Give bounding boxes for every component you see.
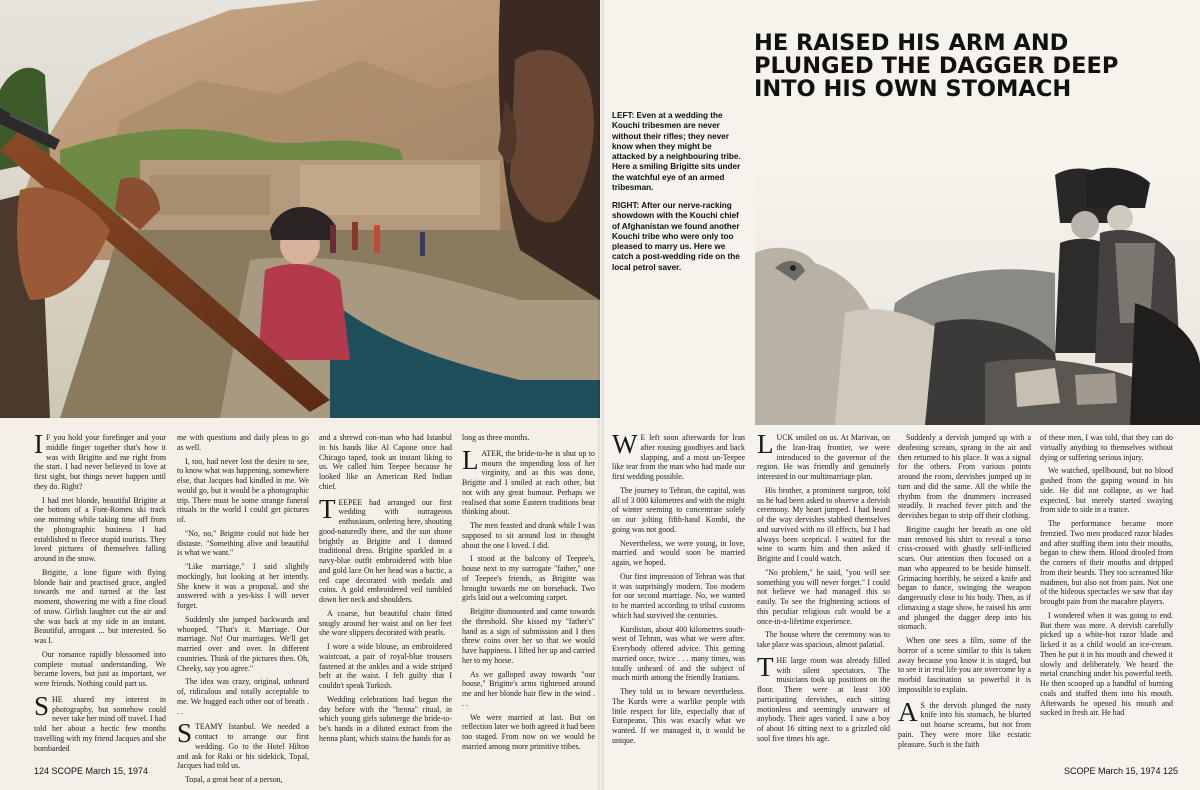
paragraph: The performance became more frenzied. Two men produced razor blades and after stuffing them into their mouths, began to chew them. Blood drooled from the corners of their mouths and dripped from their beards. They too screamed like madmen, but also not from pain. Not one of the hideous spectacles we saw that day brought pain from the macabre players. — [1040, 519, 1173, 606]
paragraph: me with questions and daily pleas to go as well. — [177, 433, 309, 452]
paragraph: The journey to Tehran, the capital, was all of 3 000 kilometres and with the might of winter seeming to concentrate solely on our jolting fifth-hand Kombi, the going was not good. — [612, 485, 745, 534]
paragraph: LATER, the bride-to-be is shut up to mourn the impending loss of her virginity, and as this was done, Brigitte and I smiled at each other, but not with any great humour. Perhaps we realised that some Eastern traditions bear thinking about. — [462, 444, 595, 517]
paragraph: "Like marriage," I said slightly mockingly, but looking at her intently. She knew it was a proposal, and she answered with a yes-kiss I will never forget. — [177, 562, 309, 610]
paragraph: I, too, had never lost the desire to see, to know what was happening, somewhere else, that Jacques had kindled in me. We would go, but it would be a photographic trip. There must be some strange funeral rituals in the world I could get pictures of. — [177, 456, 309, 524]
paragraph: I wondered when it was going to end. But there was more. A dervish carefully picked up a white-hot razor blade and licked it as a child would an ice-cream. Then he put it in his mouth and chewed it slowly and deliberately. We heard the metal crunching under his powerful teeth. He then scooped up a handful of burning coals and stuffed them into his mouth. Afterwards he opened his mouth and sucked in fresh air. He had — [1040, 610, 1173, 718]
right-page — [600, 0, 1200, 790]
article-column-5 — [612, 433, 745, 783]
photo-tribesman-with-rifle — [0, 0, 600, 418]
folio-page-124: 124 SCOPE March 15, 1974 — [34, 766, 149, 776]
paragraph: LUCK smiled on us. At Marivan, on the Iran-Iraq frontier, we were introduced to the governor of the region. He was friendly and genuinely interested in our multimarriage plan. — [757, 433, 890, 481]
paragraph: of these men, I was told, that they can do virtually anything to themselves without dying or suffering serious injury. — [1040, 433, 1173, 462]
paragraph: AS the dervish plunged the rusty knife into his stomach, he blurted out hoarse screams, but not from pain. They were more like ecstatic pleasure. Such is the faith — [898, 696, 1031, 749]
paragraph: Our first impression of Tehran was that it was surprisingly modern. Too modern for our second marriage. No, we wanted to be married according to tribal customs which had survived the centuries. — [612, 571, 745, 620]
folio-page-125: SCOPE March 15, 1974 125 — [1064, 766, 1179, 776]
paragraph: We watched, spellbound, but no blood gushed from the gaping wound in his side. He did not collapse, as we had expected, but merely started swaying from side to side in a trance. — [1040, 466, 1173, 515]
page-gutter — [598, 0, 604, 790]
paragraph: "No problem," he said, "you will see something you will never forget." I could not believe we had managed this so easily. To see the frightening actions of this peculiar religious cult would be a once-in-a-lifetime experience. — [757, 567, 890, 626]
photo-caption-right: RIGHT: After our nerve-racking showdown with the Kouchi chief of Afghanistan we found another Kouchi tribe who were only too pleased to marry us. Here we catch a post-wedding ride on the local petrol saver. — [612, 201, 740, 272]
paragraph: Suddenly a dervish jumped up with a deafening scream, sprang in the air and then returned to his place. It was a signal for the others. From various points around the room, dervishes jumped up in turn and did the same. All the while the rhythm from the drummers increased steadily. It reached fever pitch and the dervishes began to strip off their clothing. — [898, 433, 1031, 520]
paragraph: The house where the ceremony was to take place was spacious, almost palatial. — [757, 630, 890, 649]
paragraph: They told us to beware nevertheless. The Kurds were a warlike people with little respect for life, especially that of Europeans. This was exactly what we wanted. If we managed it, it would be unique. — [612, 687, 745, 745]
paragraph: STEAMY Istanbul. We needed a contact to arrange our first wedding. Go to the Hotel Hilton and ask for Raki or his sidekick, Topal, Jacques had told us. — [177, 718, 309, 771]
paragraph: and a shrewd con-man who had Istanbul in his hands like Al Capone once had Chicago taped, took an instant liking to us. We called him Teepee because he looked like an American Red Indian chief. — [319, 433, 452, 491]
article-column-1 — [34, 433, 166, 763]
article-column-4 — [462, 433, 595, 783]
paragraph: I had met blonde, beautiful Brigitte at the bottom of a Font-Romeu ski track one morning while taking time off from the photographic business I had established to fleece stupid tourists. They loved pictures of themselves falling around in the snow. — [34, 495, 166, 563]
paragraph: Brigitte caught her breath as one old man removed his shirt to reveal a torso criss-crossed with ghastly self-inflicted scars. Our attention then focused on a man who appeared to be beside himself. Grimacing horribly, he seized a knife and began to dance, swinging the weapon dangerously close to his body. Then, as if climaxing a stage show, he raised his arm and plunged the dagger deep into his stomach. — [898, 524, 1031, 632]
paragraph: SHE shared my interest in photography, but somehow could never take her mind off travel. I had told her about a hectic few months travelling with my friend Jacques and she bombarded — [34, 690, 166, 753]
paragraph: WE left soon afterwards for Iran after rousing goodbyes and back slapping, and a most un-Teepee like tear from the man who had made our first wedding possible. — [612, 433, 745, 481]
paragraph: Topal, a great bear of a person, — [185, 775, 283, 783]
paragraph: TEEPEE had arranged our first wedding with outrageous enthusiasm, ordering here, shouting good-naturedly there, and the sun shone brightly as Brigitte and I donned traditional dress. Brigitte sparkled in a navy-blue outfit embroidered with blue and gold lace On her head was a bactic, a red cape decorated with medals and coins. A gold embroidered veil tumbled down her neck and shoulders. — [319, 493, 452, 604]
article-column-7 — [898, 433, 1031, 783]
photo-camel-ride — [755, 163, 1200, 425]
paragraph: long as three months. — [462, 433, 530, 442]
article-column-3 — [319, 433, 452, 783]
paragraph: Suddenly she jumped backwards and whooped. "That's it. Marriage. Our marriage. No! Our marriages. We'll get married over and over. In different countries. Think of the pictures then. Oh, Cheeky, say you agree." — [177, 614, 309, 673]
paragraph: "No, no," Brigitte could not hide her distaste. "Something alive and beautiful is what we want." — [177, 528, 309, 558]
paragraph: I stood at the balcony of Teepee's, house next to my surrogate "father," one of Teepee's friends, as Brigitte was brought towards me on horseback. Two girls laid out a welcoming carpet. — [462, 554, 595, 603]
paragraph: Nevertheless, we were young, in love, married and would soon be married again, we hoped. — [612, 538, 745, 567]
paragraph: Brigitte, a lone figure with flying blonde hair and practised grace, angled towards me and turned at the last moment, showering me with a fine cloud of snow. Girlish laughter cut the air and she was back at my side in an instant. Beautiful, arrogant ... but interested. So was I. — [34, 567, 166, 645]
paragraph: THE large room was already filled with silent spectators. The musicians took up positions on the floor. There were at least 100 participating dervishes, each sitting motionless and seemingly unaware of anybody. Their ages varied. I saw a boy of about 16 sitting next to a grizzled old soul five times his age. — [757, 651, 890, 743]
paragraph: Brigitte dismounted and came towards the threshold. She kissed my "father's" hand as a sign of submission and I then threw coins over her so that we would have happiness. I lifted her up and carried her to my horse. — [462, 607, 595, 665]
paragraph: The men feasted and drank while I was supposed to sit around lost in thought about the one I loved. I did. — [462, 521, 595, 550]
article-column-6 — [757, 433, 890, 783]
headline: HE RAISED HIS ARM AND PLUNGED THE DAGGER DEEP INTO HIS OWN STOMACH — [754, 30, 1119, 102]
paragraph: Kurdistan, about 400 kilometres south-west of Tehran, was what we were after. Everybody offered advice. This getting married once, twice . . . many times, was totally unheard of and the subject of much mirth among the friendly Iranians. — [612, 624, 745, 683]
article-column-2 — [177, 433, 309, 783]
paragraph: Wedding celebrations had begun the day before with the "henna" ritual, in which young girls submerge the bride-to-be's hands in a diluted extract from the henna plant, which stains the hands for as — [319, 694, 452, 743]
paragraph: His brother, a prominent surgeon, told us he had been asked to observe a dervish ceremony. My heart jumped. I had heard of the way dervishes stabbed themselves and survived with no ill effects, but I had always been sceptical. I waited for the wine to warm him and then asked if Brigitte and I could watch. — [757, 485, 890, 563]
paragraph: As we galloped away towards "our house," Brigitte's arms tightened around me and her blonde hair flew in the wind . . . — [462, 669, 595, 708]
paragraph: The idea was crazy, original, unheard of, ridiculous and totally acceptable to me. We hugged each other out of breath . . . — [177, 677, 309, 716]
photo-caption-left: LEFT: Even at a wedding the Kouchi tribesmen are never without their rifles; they never know when they might be attacked by a neighbouring tribe. Here a smiling Brigitte sits under the watchful eye of an armed tribesman. — [612, 111, 741, 193]
paragraph: When one sees a film, some of the horror of a scene similar to this is taken away because you know it is staged, but to see it in real life you are overcome by a morbid fascination so powerful it is impossible to explain. — [898, 636, 1031, 694]
article-column-8 — [1040, 433, 1173, 783]
paragraph: I wore a wide blouse, an embroidered waistcoat, a pair of royal-blue trousers fastened at the ankles and a wide striped belt at the waist. I felt guilty that I couldn't speak Turkish. — [319, 642, 452, 690]
paragraph: IF you hold your forefinger and your middle finger together that's how it was with Brigitte and me right from the start. I had never believed in love at first sight, but things never happen until they do. Right? — [34, 433, 166, 491]
paragraph: We were married at last. But on reflection later we both agreed it had been too staged. From now on we would be married among more primitive tribes. — [462, 712, 595, 751]
paragraph: A coarse, but beautiful chain fitted snugly around her waist and on her feet she wore slippers decorated with pearls. — [319, 608, 452, 638]
paragraph: Our romance rapidly blossomed into complete mutual understanding. We became lovers, but just as important, we were friends. Nothing could part us. — [34, 649, 166, 688]
